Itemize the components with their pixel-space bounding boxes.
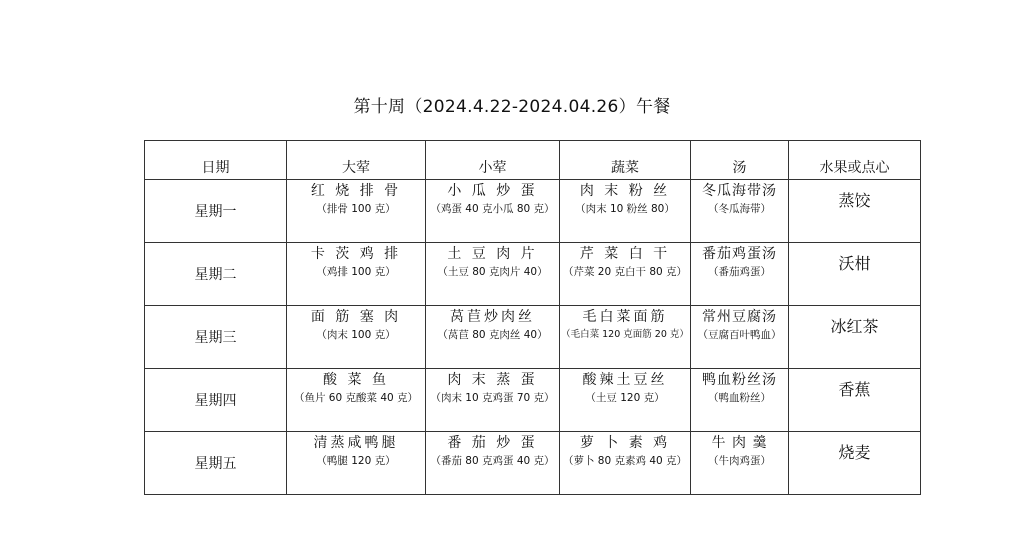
- dish-name: 芹 菜 白 干: [579, 246, 671, 262]
- dish-name: 肉 末 蒸 蛋: [447, 372, 538, 388]
- dish-name: 面 筋 塞 肉: [310, 309, 402, 325]
- dish-name: 毛白菜面筋: [582, 309, 668, 325]
- soup-cell: [691, 432, 789, 495]
- dish-detail: （毛白菜 120 克面筋 20 克）: [561, 329, 689, 340]
- header-vegetable: 蔬菜: [560, 141, 691, 180]
- header-row: [145, 141, 921, 180]
- side-meat-cell: [426, 243, 560, 306]
- header-main-meat: 大荤: [287, 141, 426, 180]
- main-meat-cell: [287, 432, 426, 495]
- vegetable-cell: [560, 306, 691, 369]
- dish-detail: （芹菜 20 克白干 80 克）: [562, 266, 688, 278]
- dish-name: 牛 肉 羹: [711, 435, 768, 451]
- day-cell: 星期二: [145, 243, 287, 306]
- fruit-cell: 蒸饺: [789, 180, 921, 243]
- fruit-cell: 冰红茶: [789, 306, 921, 369]
- main-meat-cell: [287, 306, 426, 369]
- dish-name: 卡 茨 鸡 排: [310, 246, 402, 262]
- dish-name: 鸭血粉丝汤: [702, 372, 777, 388]
- dish-name: 莴苣炒肉丝: [450, 309, 535, 325]
- dish-name: 肉 末 粉 丝: [579, 183, 671, 199]
- header-side-meat: 小荤: [426, 141, 560, 180]
- soup-cell: [691, 306, 789, 369]
- dish-detail: （莴苣 80 克肉丝 40）: [437, 329, 548, 341]
- dish-name: 番茄鸡蛋汤: [702, 246, 777, 262]
- dish-name: 红 烧 排 骨: [310, 183, 402, 199]
- side-meat-cell: [426, 306, 560, 369]
- side-meat-cell: [426, 432, 560, 495]
- table-row: [145, 243, 921, 306]
- main-meat-cell: [287, 369, 426, 432]
- dish-detail: （鸭血粉丝）: [708, 392, 771, 404]
- day-cell: 星期三: [145, 306, 287, 369]
- page-title: 第十周（2024.4.22-2024.04.26）午餐: [353, 97, 671, 117]
- dish-detail: （鸭腿 120 克）: [316, 455, 396, 467]
- day-cell: 星期四: [145, 369, 287, 432]
- dish-name: 酸辣土豆丝: [582, 372, 668, 388]
- day-cell: 星期一: [145, 180, 287, 243]
- dish-name: 番 茄 炒 蛋: [447, 435, 538, 451]
- dish-detail: （肉末 10 克鸡蛋 70 克）: [430, 392, 555, 404]
- dish-name: 冬瓜海带汤: [702, 183, 777, 199]
- vegetable-cell: [560, 369, 691, 432]
- table-row: [145, 369, 921, 432]
- dish-detail: （肉末 100 克）: [316, 329, 396, 341]
- dish-detail: （土豆 80 克肉片 40）: [437, 266, 548, 278]
- soup-cell: [691, 369, 789, 432]
- dish-detail: （鸡排 100 克）: [316, 266, 396, 278]
- day-cell: 星期五: [145, 432, 287, 495]
- header-date: 日期: [145, 141, 287, 180]
- dish-name: 土 豆 肉 片: [447, 246, 538, 262]
- table-row: [145, 306, 921, 369]
- fruit-cell: 沃柑: [789, 243, 921, 306]
- main-meat-cell: [287, 243, 426, 306]
- dish-name: 小 瓜 炒 蛋: [447, 183, 538, 199]
- dish-name: 清蒸咸鸭腿: [313, 435, 399, 451]
- vegetable-cell: [560, 432, 691, 495]
- header-fruit-snack: 水果或点心: [789, 141, 921, 180]
- dish-detail: （鸡蛋 40 克小瓜 80 克）: [430, 203, 555, 215]
- dish-detail: （冬瓜海带）: [708, 203, 771, 215]
- dish-detail: （鱼片 60 克酸菜 40 克）: [293, 392, 419, 404]
- table-row: [145, 432, 921, 495]
- header-soup: 汤: [691, 141, 789, 180]
- dish-detail: （排骨 100 克）: [316, 203, 396, 215]
- dish-detail: （萝卜 80 克素鸡 40 克）: [562, 455, 688, 467]
- side-meat-cell: [426, 369, 560, 432]
- soup-cell: [691, 180, 789, 243]
- dish-detail: （土豆 120 克）: [585, 392, 665, 404]
- dish-detail: （牛肉鸡蛋）: [708, 455, 771, 467]
- main-meat-cell: [287, 180, 426, 243]
- dish-detail: （番茄鸡蛋）: [708, 266, 771, 278]
- lunch-menu-table: [144, 140, 921, 495]
- dish-name: 酸 菜 鱼: [323, 372, 389, 388]
- table-row: [145, 180, 921, 243]
- fruit-cell: 烧麦: [789, 432, 921, 495]
- side-meat-cell: [426, 180, 560, 243]
- dish-name: 萝 卜 素 鸡: [579, 435, 671, 451]
- dish-detail: （肉末 10 粉丝 80）: [575, 203, 675, 215]
- fruit-cell: 香蕉: [789, 369, 921, 432]
- vegetable-cell: [560, 243, 691, 306]
- dish-name: 常州豆腐汤: [702, 309, 777, 325]
- soup-cell: [691, 243, 789, 306]
- vegetable-cell: [560, 180, 691, 243]
- dish-detail: （豆腐百叶鸭血）: [697, 329, 782, 341]
- dish-detail: （番茄 80 克鸡蛋 40 克）: [430, 455, 555, 467]
